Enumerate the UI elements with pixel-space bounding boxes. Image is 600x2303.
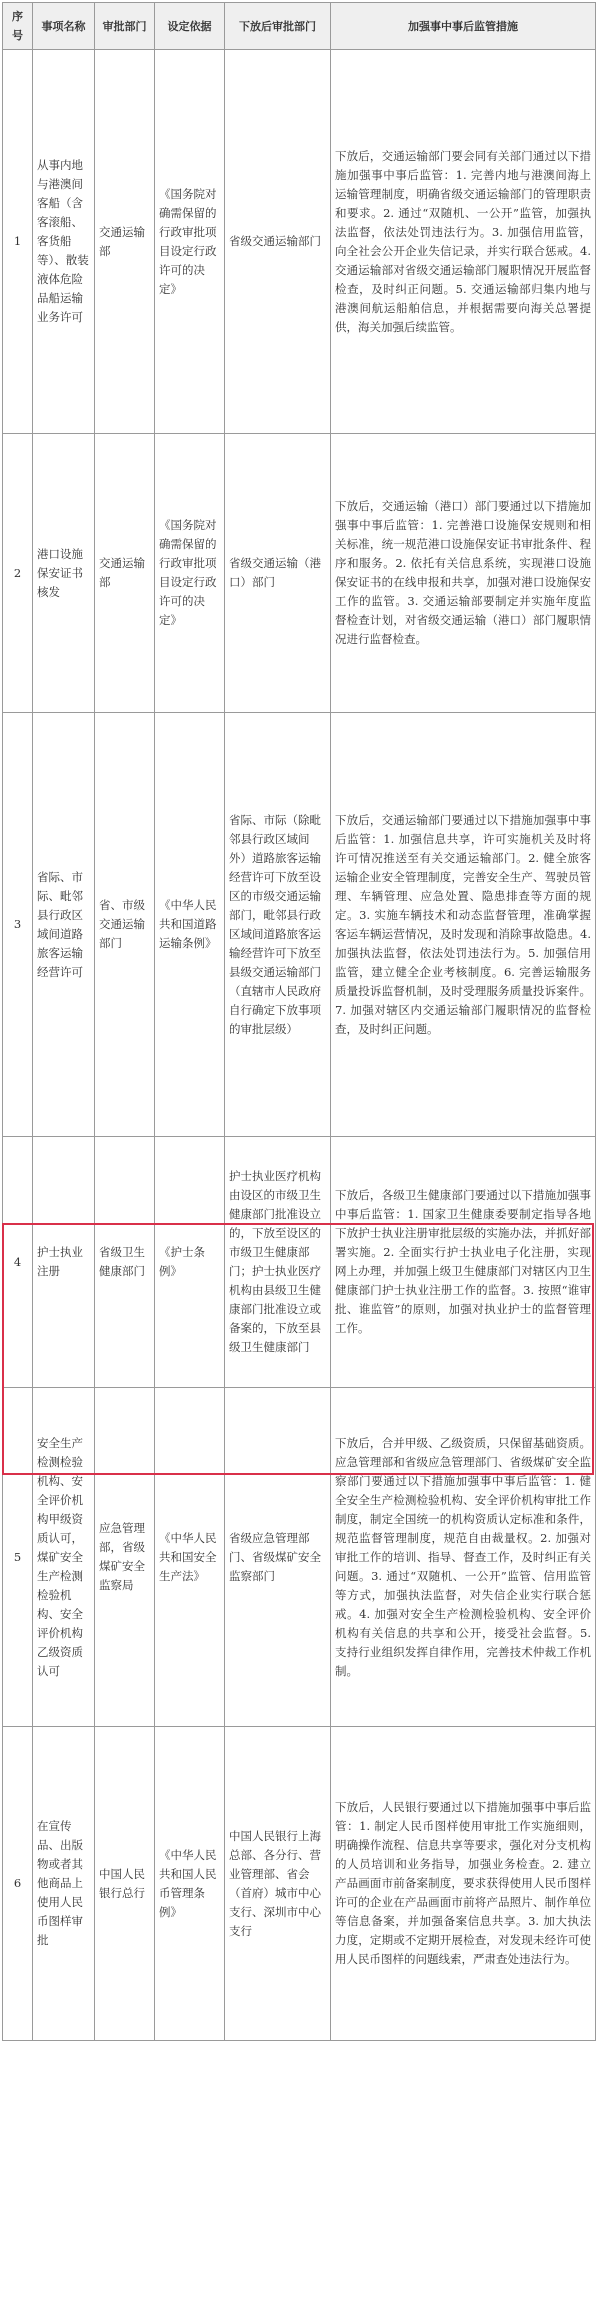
header-index: 序号 [3, 3, 33, 50]
row-after: 中国人民银行上海总部、各分行、营业管理部、省会（首府）城市中心支行、深圳市中心支行 [225, 1727, 331, 2041]
row-basis: 《护士条例》 [155, 1137, 225, 1388]
header-after: 下放后审批部门 [225, 3, 331, 50]
row-index: 3 [3, 713, 33, 1137]
header-item: 事项名称 [33, 3, 95, 50]
row-index: 6 [3, 1727, 33, 2041]
row-item: 在宣传品、出版物或者其他商品上使用人民币图样审批 [33, 1727, 95, 2041]
row-index: 5 [3, 1388, 33, 1727]
row-index: 2 [3, 434, 33, 713]
row-item: 省际、市际、毗邻县行政区域间道路旅客运输经营许可 [33, 713, 95, 1137]
table-row [3, 50, 596, 434]
row-dept: 应急管理部，省级煤矿安全监察局 [95, 1388, 155, 1727]
row-dept: 交通运输部 [95, 434, 155, 713]
row-index: 4 [3, 1137, 33, 1388]
row-measure: 下放后，交通运输部门要会同有关部门通过以下措施加强事中事后监管：1. 完善内地与港澳间海上运输管理制度，明确省级交通运输部门的管理职责和要求。2. 通过“双随机、一公开”监管，加强执法监督，依法处罚违法行为。3. 加强信用监管，向全社会公开企业失信记录，并实行联合惩戒。4. 交通运输部对省级交通运输部门履职情况开展监督检查，及时纠正问题。5. 交通运输部归集内地与港澳间航运船舶信息，并根据需要向海关总署提供，海关加强后续监管。 [331, 50, 596, 434]
table-row-highlighted [3, 1137, 596, 1388]
table-row [3, 434, 596, 713]
row-after: 省级应急管理部门、省级煤矿安全监察部门 [225, 1388, 331, 1727]
row-basis: 《中华人民共和国道路运输条例》 [155, 713, 225, 1137]
row-after: 护士执业医疗机构由设区的市级卫生健康部门批准设立的，下放至设区的市级卫生健康部门；护士执业医疗机构由县级卫生健康部门批准设立或备案的，下放至县级卫生健康部门 [225, 1137, 331, 1388]
row-basis: 《中华人民共和国人民币管理条例》 [155, 1727, 225, 2041]
header-basis: 设定依据 [155, 3, 225, 50]
table-header-row [3, 3, 596, 50]
row-measure: 下放后，各级卫生健康部门要通过以下措施加强事中事后监管：1. 国家卫生健康委要制定指导各地下放护士执业注册审批层级的实施办法，并抓好部署实施。2. 全面实行护士执业电子化注册，实现网上办理，并加强上级卫生健康部门对辖区内卫生健康部门护士执业注册工作的监督。3. 按照“谁审批、谁监管”的原则，加强对执业护士的监督管理工作。 [331, 1137, 596, 1388]
table-row [3, 1388, 596, 1727]
row-measure: 下放后，合并甲级、乙级资质，只保留基础资质。应急管理部和省级应急管理部门、省级煤矿安全监察部门要通过以下措施加强事中事后监管：1. 健全安全生产检测检验机构、安全评价机构审批工作制度，制定全国统一的机构资质认定标准和条件，规范监督管理制度，规范自由裁量权。2. 加强对审批工作的培训、指导、督查工作，及时纠正有关问题。3. 通过“双随机、一公开”监管、信用监管等方式，加强执法监督，对失信企业实行联合惩戒。4. 加强对安全生产检测检验机构、安全评价机构有关信息的共享和公开，接受社会监督。5. 支持行业组织发挥自律作用，完善技术仲裁工作机制。 [331, 1388, 596, 1727]
row-measure: 下放后，交通运输部门要通过以下措施加强事中事后监管：1. 加强信息共享，许可实施机关及时将许可情况推送至有关交通运输部门。2. 健全旅客运输企业安全管理制度，完善安全生产、驾驶员管理、车辆管理、应急处置、隐患排查等方面的规定。3. 实施车辆技术和动态监督管理，准确掌握客运车辆运营情况，及时发现和消除事故隐患。4. 加强执法监督，依法处罚违法行为。5. 加强信用监管，建立健全企业考核制度。6. 完善运输服务质量投诉监督机制，及时受理服务质量投诉案件。7. 加强对辖区内交通运输部门履职情况的监督检查，及时纠正问题。 [331, 713, 596, 1137]
row-item: 安全生产检测检验机构、安全评价机构甲级资质认可，煤矿安全生产检测检验机构、安全评价机构乙级资质认可 [33, 1388, 95, 1727]
row-measure: 下放后，交通运输（港口）部门要通过以下措施加强事中事后监管：1. 完善港口设施保安规则和相关标准，统一规范港口设施保安证书审批条件、程序和服务。2. 依托有关信息系统，实现港口设施保安证书的在线申报和共享，加强对港口设施保安工作的监管。3. 交通运输部要制定并实施年度监督检查计划，对省级交通运输（港口）部门履职情况进行监督检查。 [331, 434, 596, 713]
row-item: 护士执业注册 [33, 1137, 95, 1388]
row-index: 1 [3, 50, 33, 434]
table-row [3, 713, 596, 1137]
row-dept: 省级卫生健康部门 [95, 1137, 155, 1388]
header-dept: 审批部门 [95, 3, 155, 50]
row-basis: 《中华人民共和国安全生产法》 [155, 1388, 225, 1727]
row-item: 港口设施保安证书核发 [33, 434, 95, 713]
row-item: 从事内地与港澳间客船（含客滚船、客货船等）、散装液体危险品船运输业务许可 [33, 50, 95, 434]
row-after: 省级交通运输（港口）部门 [225, 434, 331, 713]
row-dept: 省、市级交通运输部门 [95, 713, 155, 1137]
row-dept: 中国人民银行总行 [95, 1727, 155, 2041]
row-dept: 交通运输部 [95, 50, 155, 434]
row-basis: 《国务院对确需保留的行政审批项目设定行政许可的决定》 [155, 50, 225, 434]
row-measure: 下放后，人民银行要通过以下措施加强事中事后监管：1. 制定人民币图样使用审批工作实施细则，明确操作流程、信息共享等要求，强化对分支机构的人员培训和业务指导，加强业务检查。2. 建立产品画面市前备案制度，要求获得使用人民币图样许可的企业在产品画面市前将产品照片、制作单位等信息备案，并加强备案信息共享。3. 加大执法力度，定期或不定期开展检查，对发现未经许可使用人民币图样的问题线索，严肃查处违法行为。 [331, 1727, 596, 2041]
row-after: 省级交通运输部门 [225, 50, 331, 434]
table-row [3, 1727, 596, 2041]
header-measure: 加强事中事后监管措施 [331, 3, 596, 50]
approval-items-table [2, 2, 596, 2041]
row-basis: 《国务院对确需保留的行政审批项目设定行政许可的决定》 [155, 434, 225, 713]
row-after: 省际、市际（除毗邻县行政区域间外）道路旅客运输经营许可下放至设区的市级交通运输部门，毗邻县行政区域间道路旅客运输经营许可下放至县级交通运输部门（直辖市人民政府自行确定下放事项的审批层级） [225, 713, 331, 1137]
